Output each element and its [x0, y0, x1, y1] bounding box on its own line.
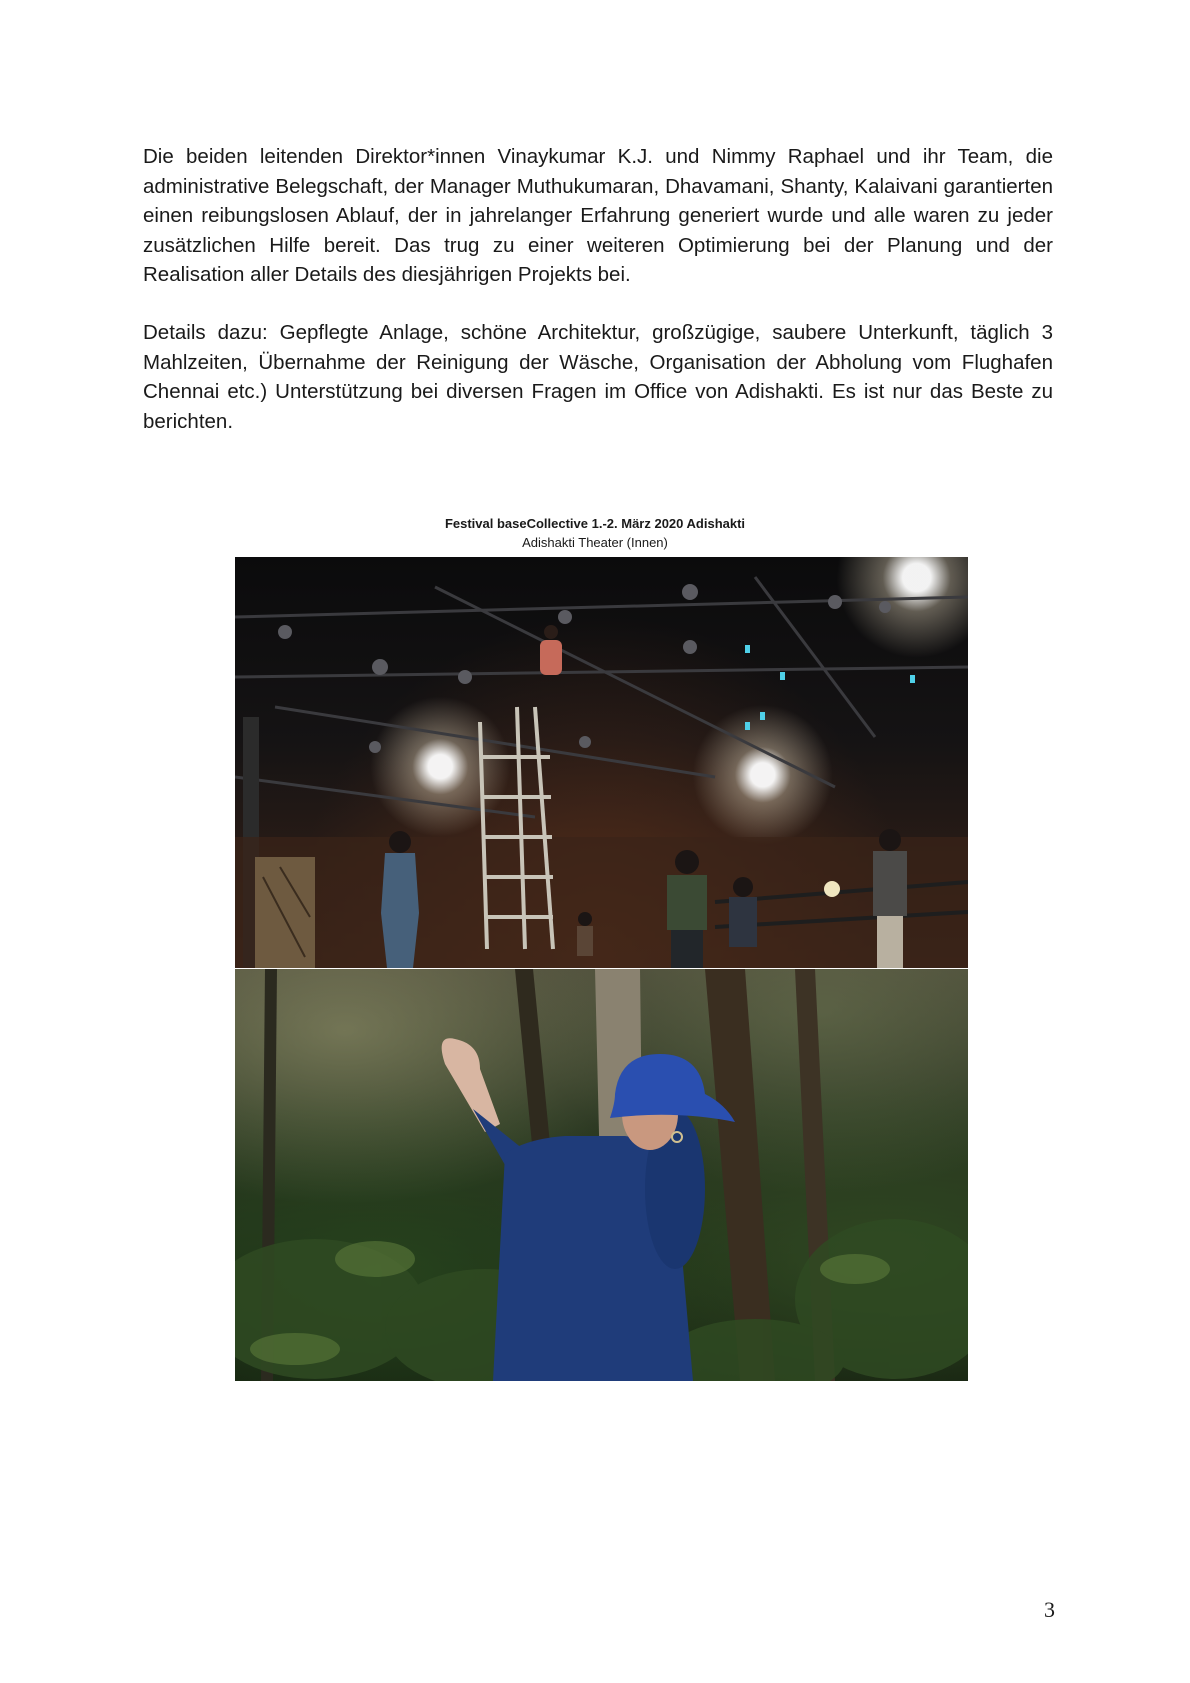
- forest-performer-photo: [235, 969, 968, 1381]
- theater-interior-photo: [235, 557, 968, 968]
- body-paragraph-1: Die beiden leitenden Direktor*innen Vinaykumar K.J. und Nimmy Raphael und ihr Team, die administrative Belegschaft, der Manager Muthukumaran, Dhavamani, Shanty, Kalaivani garantierten einen reibungslosen Ablauf, der in jahrelanger Erfahrung generiert wurde und alle waren zu jeder zusätzlichen Hilfe bereit. Das trug zu einer weiteren Optimierung bei der Planung und der Realisation aller Details des diesjährigen Projekts bei.: [143, 145, 1053, 286]
- figure-caption-title: Festival baseCollective 1.-2. März 2020 Adishakti: [444, 516, 746, 531]
- figure-caption-subtitle: Adishakti Theater (Innen): [522, 535, 668, 550]
- body-paragraph-2: Details dazu: Gepflegte Anlage, schöne Architektur, großzügige, saubere Unterkunft, täglich 3 Mahlzeiten, Übernahme der Reinigung der Wäsche, Organisation der Abholung vom Flughafen Chennai etc.) Unterstützung bei diversen Fragen im Office von Adishakti. Es ist nur das Beste zu berichten.: [143, 321, 1053, 433]
- page-number: 3: [1044, 1597, 1055, 1622]
